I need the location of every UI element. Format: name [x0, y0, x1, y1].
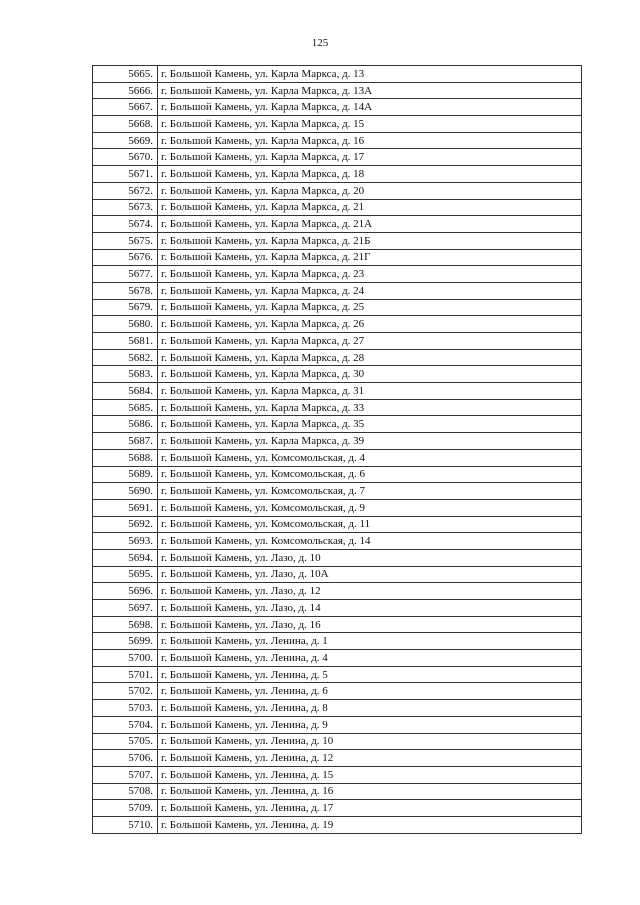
- row-address: г. Большой Камень, ул. Карла Маркса, д. 25: [158, 299, 582, 316]
- table-row: [93, 800, 582, 817]
- table-row: [93, 99, 582, 116]
- table-row: [93, 766, 582, 783]
- row-number: 5674.: [93, 216, 158, 233]
- table-row: [93, 616, 582, 633]
- table-row: [93, 666, 582, 683]
- table-row: [93, 549, 582, 566]
- row-number: 5685.: [93, 399, 158, 416]
- row-address: г. Большой Камень, ул. Карла Маркса, д. 23: [158, 266, 582, 283]
- table-row: [93, 216, 582, 233]
- table-row: [93, 182, 582, 199]
- row-address: г. Большой Камень, ул. Ленина, д. 5: [158, 666, 582, 683]
- row-address: г. Большой Камень, ул. Ленина, д. 19: [158, 816, 582, 833]
- row-number: 5692.: [93, 516, 158, 533]
- row-address: г. Большой Камень, ул. Карла Маркса, д. 18: [158, 166, 582, 183]
- table-row: [93, 349, 582, 366]
- row-address: г. Большой Камень, ул. Карла Маркса, д. 28: [158, 349, 582, 366]
- row-address: г. Большой Камень, ул. Лазо, д. 14: [158, 600, 582, 617]
- table-row: [93, 733, 582, 750]
- row-address: г. Большой Камень, ул. Карла Маркса, д. 24: [158, 282, 582, 299]
- row-number: 5703.: [93, 700, 158, 717]
- address-table-body: [93, 66, 582, 834]
- table-row: [93, 366, 582, 383]
- table-row: [93, 683, 582, 700]
- row-address: г. Большой Камень, ул. Карла Маркса, д. 20: [158, 182, 582, 199]
- row-address: г. Большой Камень, ул. Карла Маркса, д. 17: [158, 149, 582, 166]
- row-address: г. Большой Камень, ул. Ленина, д. 15: [158, 766, 582, 783]
- table-row: [93, 232, 582, 249]
- table-row: [93, 266, 582, 283]
- row-number: 5670.: [93, 149, 158, 166]
- address-table: [92, 65, 582, 834]
- row-number: 5687.: [93, 433, 158, 450]
- row-number: 5697.: [93, 600, 158, 617]
- table-row: [93, 716, 582, 733]
- row-number: 5700.: [93, 650, 158, 667]
- row-address: г. Большой Камень, ул. Карла Маркса, д. 31: [158, 383, 582, 400]
- table-row: [93, 650, 582, 667]
- table-row: [93, 116, 582, 133]
- row-number: 5673.: [93, 199, 158, 216]
- row-number: 5708.: [93, 783, 158, 800]
- row-address: г. Большой Камень, ул. Карла Маркса, д. 21: [158, 199, 582, 216]
- row-address: г. Большой Камень, ул. Карла Маркса, д. 26: [158, 316, 582, 333]
- row-number: 5686.: [93, 416, 158, 433]
- row-number: 5694.: [93, 549, 158, 566]
- row-number: 5667.: [93, 99, 158, 116]
- row-address: г. Большой Камень, ул. Ленина, д. 8: [158, 700, 582, 717]
- row-address: г. Большой Камень, ул. Карла Маркса, д. 35: [158, 416, 582, 433]
- table-row: [93, 583, 582, 600]
- row-number: 5705.: [93, 733, 158, 750]
- row-address: г. Большой Камень, ул. Ленина, д. 6: [158, 683, 582, 700]
- row-number: 5677.: [93, 266, 158, 283]
- row-number: 5698.: [93, 616, 158, 633]
- table-row: [93, 249, 582, 266]
- row-address: г. Большой Камень, ул. Карла Маркса, д. 15: [158, 116, 582, 133]
- row-number: 5671.: [93, 166, 158, 183]
- row-number: 5675.: [93, 232, 158, 249]
- row-address: г. Большой Камень, ул. Ленина, д. 16: [158, 783, 582, 800]
- table-row: [93, 299, 582, 316]
- row-number: 5679.: [93, 299, 158, 316]
- row-address: г. Большой Камень, ул. Лазо, д. 10А: [158, 566, 582, 583]
- row-number: 5678.: [93, 282, 158, 299]
- table-row: [93, 499, 582, 516]
- table-row: [93, 383, 582, 400]
- row-number: 5681.: [93, 333, 158, 350]
- table-row: [93, 750, 582, 767]
- row-address: г. Большой Камень, ул. Комсомольская, д. 11: [158, 516, 582, 533]
- row-number: 5683.: [93, 366, 158, 383]
- row-number: 5709.: [93, 800, 158, 817]
- row-address: г. Большой Камень, ул. Комсомольская, д. 14: [158, 533, 582, 550]
- row-address: г. Большой Камень, ул. Карла Маркса, д. 21Г: [158, 249, 582, 266]
- table-row: [93, 149, 582, 166]
- row-address: г. Большой Камень, ул. Карла Маркса, д. 33: [158, 399, 582, 416]
- row-number: 5680.: [93, 316, 158, 333]
- row-address: г. Большой Камень, ул. Комсомольская, д. 6: [158, 466, 582, 483]
- row-address: г. Большой Камень, ул. Ленина, д. 17: [158, 800, 582, 817]
- row-address: г. Большой Камень, ул. Комсомольская, д. 7: [158, 483, 582, 500]
- row-number: 5689.: [93, 466, 158, 483]
- row-number: 5691.: [93, 499, 158, 516]
- table-row: [93, 466, 582, 483]
- row-number: 5695.: [93, 566, 158, 583]
- row-address: г. Большой Камень, ул. Лазо, д. 12: [158, 583, 582, 600]
- row-number: 5690.: [93, 483, 158, 500]
- table-row: [93, 399, 582, 416]
- table-row: [93, 816, 582, 833]
- row-number: 5704.: [93, 716, 158, 733]
- table-row: [93, 82, 582, 99]
- table-row: [93, 416, 582, 433]
- row-number: 5682.: [93, 349, 158, 366]
- row-number: 5672.: [93, 182, 158, 199]
- row-address: г. Большой Камень, ул. Ленина, д. 12: [158, 750, 582, 767]
- row-address: г. Большой Камень, ул. Комсомольская, д. 4: [158, 449, 582, 466]
- table-row: [93, 66, 582, 83]
- row-number: 5688.: [93, 449, 158, 466]
- table-row: [93, 783, 582, 800]
- row-address: г. Большой Камень, ул. Лазо, д. 10: [158, 549, 582, 566]
- row-address: г. Большой Камень, ул. Карла Маркса, д. 27: [158, 333, 582, 350]
- table-row: [93, 333, 582, 350]
- row-number: 5676.: [93, 249, 158, 266]
- row-address: г. Большой Камень, ул. Ленина, д. 9: [158, 716, 582, 733]
- row-number: 5666.: [93, 82, 158, 99]
- table-row: [93, 433, 582, 450]
- row-number: 5684.: [93, 383, 158, 400]
- row-address: г. Большой Камень, ул. Карла Маркса, д. 39: [158, 433, 582, 450]
- row-number: 5693.: [93, 533, 158, 550]
- table-row: [93, 449, 582, 466]
- row-address: г. Большой Камень, ул. Карла Маркса, д. 30: [158, 366, 582, 383]
- table-row: [93, 700, 582, 717]
- row-address: г. Большой Камень, ул. Ленина, д. 1: [158, 633, 582, 650]
- table-row: [93, 132, 582, 149]
- row-address: г. Большой Камень, ул. Комсомольская, д. 9: [158, 499, 582, 516]
- table-row: [93, 633, 582, 650]
- table-row: [93, 483, 582, 500]
- row-address: г. Большой Камень, ул. Карла Маркса, д. 13: [158, 66, 582, 83]
- row-number: 5710.: [93, 816, 158, 833]
- row-number: 5706.: [93, 750, 158, 767]
- table-row: [93, 566, 582, 583]
- table-row: [93, 316, 582, 333]
- row-address: г. Большой Камень, ул. Лазо, д. 16: [158, 616, 582, 633]
- row-number: 5701.: [93, 666, 158, 683]
- table-row: [93, 282, 582, 299]
- row-address: г. Большой Камень, ул. Карла Маркса, д. 14А: [158, 99, 582, 116]
- row-address: г. Большой Камень, ул. Карла Маркса, д. 21Б: [158, 232, 582, 249]
- row-number: 5665.: [93, 66, 158, 83]
- row-address: г. Большой Камень, ул. Ленина, д. 10: [158, 733, 582, 750]
- row-number: 5707.: [93, 766, 158, 783]
- table-row: [93, 166, 582, 183]
- table-row: [93, 533, 582, 550]
- table-row: [93, 600, 582, 617]
- row-address: г. Большой Камень, ул. Карла Маркса, д. 21А: [158, 216, 582, 233]
- row-number: 5668.: [93, 116, 158, 133]
- table-row: [93, 516, 582, 533]
- row-number: 5669.: [93, 132, 158, 149]
- row-number: 5702.: [93, 683, 158, 700]
- page-number: 125: [311, 37, 329, 49]
- row-address: г. Большой Камень, ул. Ленина, д. 4: [158, 650, 582, 667]
- row-address: г. Большой Камень, ул. Карла Маркса, д. 13А: [158, 82, 582, 99]
- row-number: 5699.: [93, 633, 158, 650]
- row-address: г. Большой Камень, ул. Карла Маркса, д. 16: [158, 132, 582, 149]
- table-row: [93, 199, 582, 216]
- row-number: 5696.: [93, 583, 158, 600]
